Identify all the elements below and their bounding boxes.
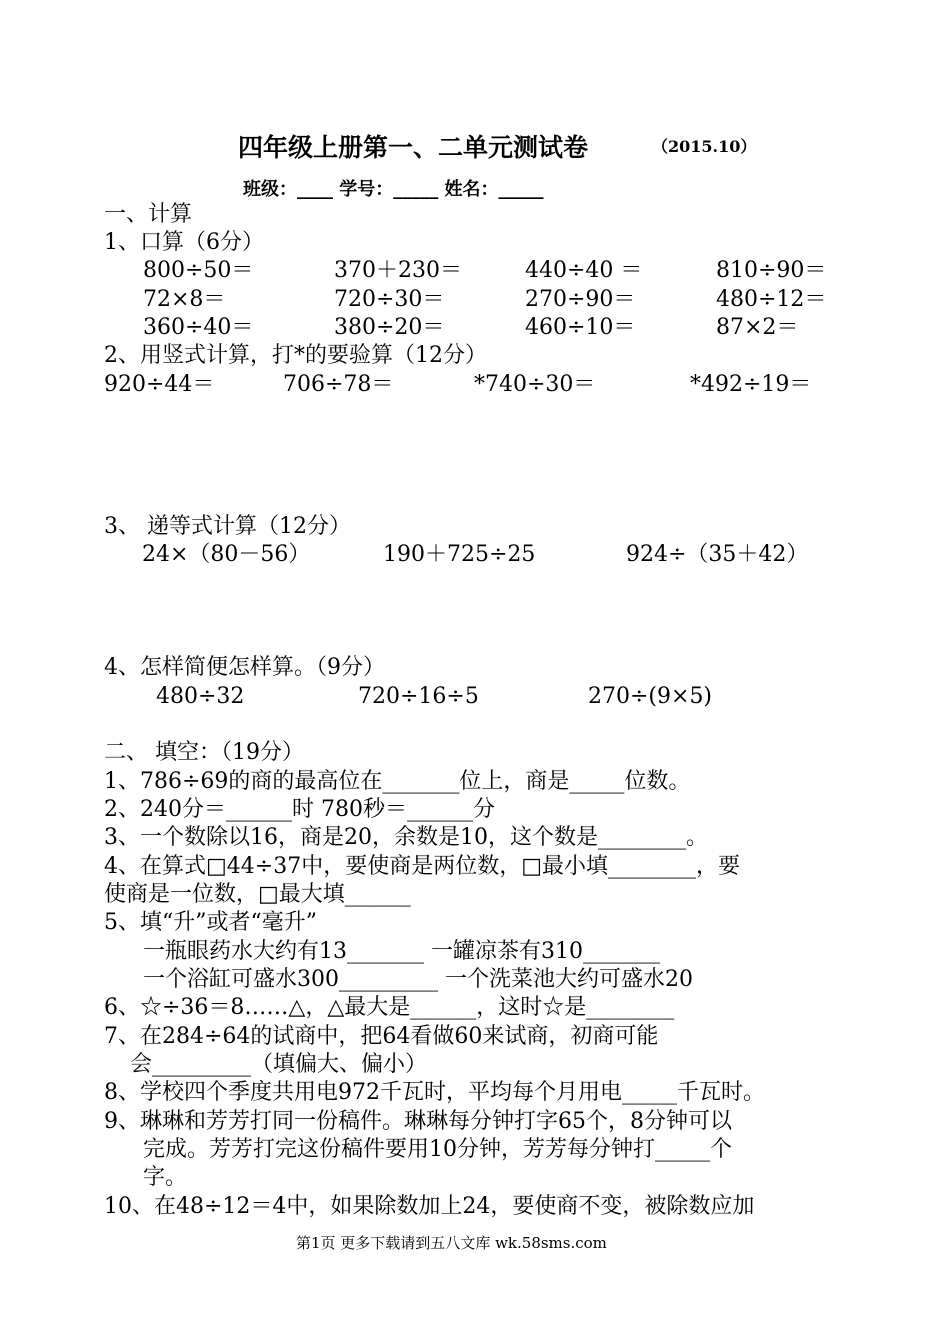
vertical-calc-item: 706÷78＝ [283, 372, 394, 397]
step-calc-item: 24×（80－56） [142, 542, 311, 567]
fill-line: 6、☆÷36＝8……△，△最大是______，这时☆是________ [104, 995, 675, 1020]
oral-calc-item: 440÷40 ＝ [525, 258, 643, 283]
section-1-heading: 一、计算 [104, 202, 193, 227]
oral-calc-item: 370＋230＝ [334, 258, 462, 283]
fill-line: 8、学校四个季度共用电972千瓦时，平均每个月用电_____千瓦时。 [104, 1080, 765, 1105]
oral-calc-item: 720÷30＝ [334, 287, 445, 312]
fill-line: 3、一个数除以16，商是20，余数是10，这个数是________。 [104, 825, 708, 850]
oral-calc-item: 810÷90＝ [716, 258, 827, 283]
fill-line: 7、在284÷64的试商中，把64看做60来试商，初商可能 [104, 1024, 659, 1049]
oral-calc-item: 480÷12＝ [716, 287, 827, 312]
oral-calc-item: 87×2＝ [716, 315, 799, 340]
fill-line: 完成。芳芳打完这份稿件要用10分钟，芳芳每分钟打_____个 [143, 1137, 732, 1162]
oral-calc-item: 800÷50＝ [143, 258, 254, 283]
fill-line: 2、240分＝______时 780秒＝______分 [104, 797, 495, 822]
simple-calc-item: 270÷(9×5) [588, 684, 713, 709]
fill-line: 9、琳琳和芳芳打同一份稿件。琳琳每分钟打字65个，8分钟可以 [104, 1109, 732, 1134]
vertical-calc-item: *492÷19＝ [690, 372, 812, 397]
oral-calc-item: 72×8＝ [143, 287, 226, 312]
oral-calc-item: 270÷90＝ [525, 287, 636, 312]
exam-date: （2015.10） [652, 137, 757, 156]
page-footer: 第1页 更多下载请到五八文库 wk.58sms.com [296, 1234, 607, 1252]
step-calc-item: 924÷（35＋42） [626, 542, 809, 567]
simple-calc-item: 480÷32 [156, 684, 245, 709]
fill-line: 1、786÷69的商的最高位在_______位上，商是_____位数。 [104, 769, 691, 794]
oral-calc-item: 460÷10＝ [525, 315, 636, 340]
fill-line: 一瓶眼药水大约有13_______ 一罐凉茶有310_______ [143, 939, 660, 964]
question-2-label: 2、用竖式计算，打*的要验算（12分） [104, 343, 487, 368]
fill-line: 字。 [143, 1165, 188, 1190]
fill-line: 会_________（填偏大、偏小） [130, 1052, 428, 1077]
vertical-calc-item: *740÷30＝ [474, 372, 596, 397]
question-1-label: 1、口算（6分） [104, 230, 264, 255]
fill-line: 10、在48÷12＝4中，如果除数加上24，要使商不变，被除数应加 [104, 1194, 755, 1219]
step-calc-item: 190＋725÷25 [383, 542, 536, 567]
oral-calc-item: 360÷40＝ [143, 315, 254, 340]
vertical-calc-item: 920÷44＝ [104, 372, 215, 397]
simple-calc-item: 720÷16÷5 [358, 684, 479, 709]
question-4-label: 4、怎样简便怎样算。（9分） [104, 655, 385, 680]
fill-line: 5、填“升”或者“毫升” [104, 910, 317, 935]
page-title: 四年级上册第一、二单元测试卷 [238, 133, 589, 162]
fill-line: 一个浴缸可盛水300_________ 一个洗菜池大约可盛水20 [143, 967, 693, 992]
student-info-line: 班级：____ 学号：_____ 姓名：_____ [243, 179, 544, 200]
section-2-heading: 二、 填空：（19分） [104, 740, 304, 765]
fill-line: 使商是一位数，□最大填______ [104, 882, 411, 907]
fill-line: 4、在算式□44÷37中，要使商是两位数，□最小填________，要 [104, 854, 740, 879]
oral-calc-item: 380÷20＝ [334, 315, 445, 340]
question-3-label: 3、 递等式计算（12分） [104, 514, 351, 539]
